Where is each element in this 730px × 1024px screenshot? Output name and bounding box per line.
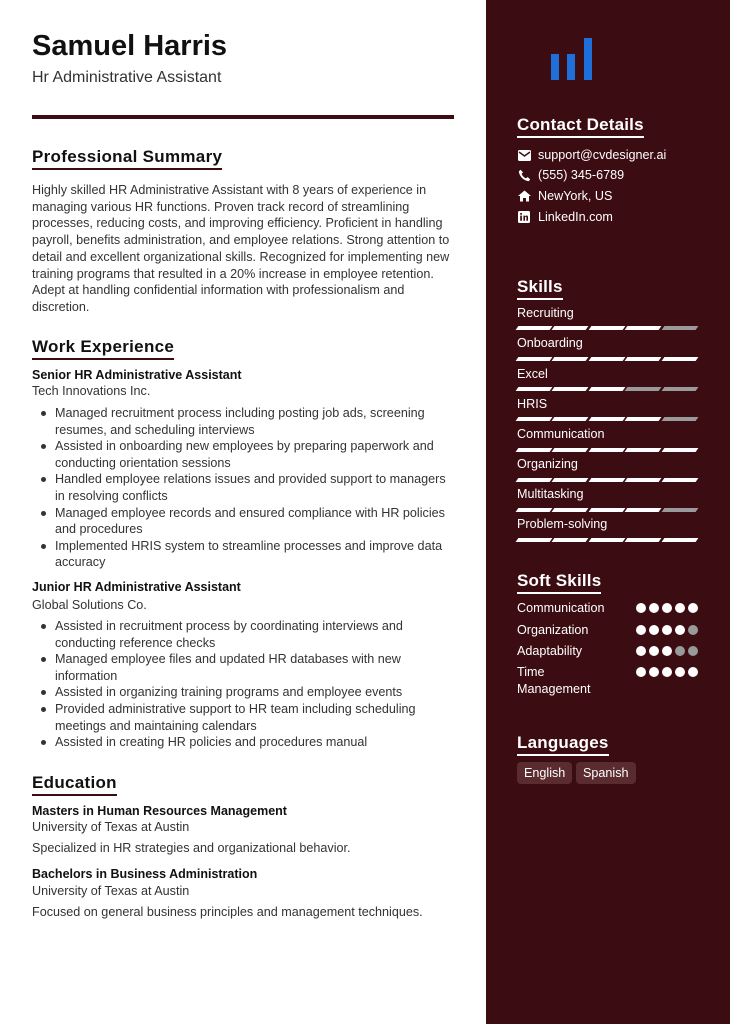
skill-bar-segment xyxy=(516,417,553,421)
skill-bar-segment xyxy=(661,417,698,421)
education-description: Focused on general business principles and management techniques. xyxy=(32,905,423,919)
skill-bar-segment xyxy=(588,417,625,421)
list-item: Managed employee records and ensured compliance with HR policies and procedures xyxy=(32,505,454,538)
skill-bar-segment xyxy=(552,538,589,542)
skill-level-bar xyxy=(517,387,697,391)
linkedin-icon xyxy=(517,210,531,224)
candidate-name: Samuel Harris xyxy=(32,30,228,62)
rating-dot xyxy=(675,667,685,677)
skill-bar-segment xyxy=(625,387,662,391)
skill-bar-segment xyxy=(625,357,662,361)
skill-bar-segment xyxy=(552,326,589,330)
rating-dot xyxy=(688,603,698,613)
list-item: Handled employee relations issues and provided support to managers in resolving conflicts xyxy=(32,471,454,504)
skill-label: HRIS xyxy=(517,397,548,411)
rating-dot xyxy=(662,603,672,613)
contact-email[interactable] xyxy=(517,148,666,162)
skill-bar-segment xyxy=(625,538,662,542)
envelope-icon xyxy=(517,148,531,162)
skill-level-bar xyxy=(517,417,697,421)
skill-label: Problem-solving xyxy=(517,517,608,531)
logo-icon xyxy=(551,38,595,80)
skill-bar-segment xyxy=(552,478,589,482)
languages-title: Languages xyxy=(517,733,609,756)
skill-bar-segment xyxy=(625,417,662,421)
skill-bar-segment xyxy=(588,448,625,452)
rating-dot xyxy=(649,646,659,656)
skill-bar-segment xyxy=(661,538,698,542)
soft-skill-label: Time Management xyxy=(517,665,591,696)
work-experience-title: Work Experience xyxy=(32,337,174,360)
phone-icon xyxy=(517,168,531,182)
job-bullets xyxy=(32,618,454,751)
rating-dot xyxy=(662,667,672,677)
skill-level-bar xyxy=(517,508,697,512)
home-icon xyxy=(517,189,531,203)
skill-bar-segment xyxy=(516,326,553,330)
rating-dot xyxy=(636,667,646,677)
skill-bar-segment xyxy=(552,448,589,452)
skill-bar-segment xyxy=(661,448,698,452)
skill-bar-segment xyxy=(552,387,589,391)
rating-dot xyxy=(662,625,672,635)
skill-level-bar xyxy=(517,538,697,542)
list-item: Assisted in creating HR policies and procedures manual xyxy=(32,734,454,751)
list-item: Assisted in recruitment process by coordinating interviews and conducting reference checks xyxy=(32,618,454,651)
skill-bar-segment xyxy=(661,326,698,330)
skill-bar-segment xyxy=(625,508,662,512)
list-item: Assisted in organizing training programs and employee events xyxy=(32,684,454,701)
skill-bar-segment xyxy=(625,448,662,452)
rating-dot xyxy=(649,603,659,613)
skill-bar-segment xyxy=(588,326,625,330)
rating-dot xyxy=(688,646,698,656)
skill-bar-segment xyxy=(588,387,625,391)
soft-skill-dots xyxy=(636,646,698,656)
contact-phone-text: (555) 345-6789 xyxy=(538,168,625,182)
contact-linkedin[interactable] xyxy=(517,210,613,224)
skill-bar-segment xyxy=(588,508,625,512)
rating-dot xyxy=(688,667,698,677)
list-item: Managed recruitment process including posting job ads, screening resumes, and scheduling interviews xyxy=(32,405,454,438)
list-item: Managed employee files and updated HR databases with new information xyxy=(32,651,454,684)
skill-bar-segment xyxy=(661,357,698,361)
skill-label: Onboarding xyxy=(517,336,583,350)
education-title: Education xyxy=(32,773,117,796)
skills-title: Skills xyxy=(517,277,563,300)
contact-phone[interactable] xyxy=(517,168,624,182)
skill-bar-segment xyxy=(516,538,553,542)
school-name: University of Texas at Austin xyxy=(32,884,190,898)
skill-level-bar xyxy=(517,357,697,361)
list-item: Assisted in onboarding new employees by preparing paperwork and conducting orientation sessions xyxy=(32,438,454,471)
list-item: Implemented HRIS system to streamline processes and improve data accuracy xyxy=(32,538,454,571)
skill-level-bar xyxy=(517,326,697,330)
rating-dot xyxy=(636,603,646,613)
degree-title: Masters in Human Resources Management xyxy=(32,804,287,818)
skill-label: Communication xyxy=(517,427,605,441)
soft-skill-label: Organization xyxy=(517,623,589,637)
job-bullets xyxy=(32,405,454,571)
skill-bar-segment xyxy=(588,478,625,482)
job-title: Junior HR Administrative Assistant xyxy=(32,580,241,594)
rating-dot xyxy=(649,667,659,677)
language-tag: Spanish xyxy=(576,762,636,784)
job-title: Senior HR Administrative Assistant xyxy=(32,368,242,382)
skill-label: Recruiting xyxy=(517,306,574,320)
soft-skill-label: Adaptability xyxy=(517,644,583,658)
summary-text: Highly skilled HR Administrative Assistant with 8 years of experience in managing various HR functions. Proven track record of streamlining processes, reducing costs, and improving efficiency. Proficient in handling payroll, benefits administration, and employee relations. Strong attention to detail and excellent organizational skills. Recognized for implementing new training programs that resulted in a 20% increase in employee retention. Adept at handling confidential information with professionalism and discretion. xyxy=(32,183,450,314)
skill-bar-segment xyxy=(552,357,589,361)
skill-bar-segment xyxy=(516,508,553,512)
degree-title: Bachelors in Business Administration xyxy=(32,867,258,881)
skill-bar-segment xyxy=(516,357,553,361)
rating-dot xyxy=(675,625,685,635)
contact-location xyxy=(517,189,612,203)
contact-linkedin-text: LinkedIn.com xyxy=(538,210,613,224)
rating-dot xyxy=(636,646,646,656)
soft-skill-label: Communication xyxy=(517,601,605,615)
skill-level-bar xyxy=(517,478,697,482)
soft-skill-dots xyxy=(636,625,698,635)
skill-bar-segment xyxy=(588,357,625,361)
soft-skill-dots xyxy=(636,667,698,677)
skill-label: Organizing xyxy=(517,457,578,471)
school-name: University of Texas at Austin xyxy=(32,820,190,834)
skill-bar-segment xyxy=(661,478,698,482)
rating-dot xyxy=(688,625,698,635)
skill-bar-segment xyxy=(516,387,553,391)
skill-bar-segment xyxy=(661,387,698,391)
summary-title: Professional Summary xyxy=(32,147,222,170)
contact-email-text: support@cvdesigner.ai xyxy=(538,148,667,162)
skill-bar-segment xyxy=(552,417,589,421)
education-description: Specialized in HR strategies and organizational behavior. xyxy=(32,841,351,855)
rating-dot xyxy=(675,603,685,613)
skill-bar-segment xyxy=(516,478,553,482)
skill-bar-segment xyxy=(625,478,662,482)
skill-level-bar xyxy=(517,448,697,452)
contact-location-text: NewYork, US xyxy=(538,189,613,203)
soft-skills-title: Soft Skills xyxy=(517,571,601,594)
candidate-role: Hr Administrative Assistant xyxy=(32,69,222,86)
skill-label: Multitasking xyxy=(517,487,584,501)
company-name: Global Solutions Co. xyxy=(32,598,147,612)
skill-bar-segment xyxy=(516,448,553,452)
header-divider xyxy=(32,115,454,119)
language-tag: English xyxy=(517,762,572,784)
contact-title: Contact Details xyxy=(517,115,644,138)
skill-bar-segment xyxy=(552,508,589,512)
company-name: Tech Innovations Inc. xyxy=(32,384,151,398)
list-item: Provided administrative support to HR team including scheduling meetings and maintaining calendars xyxy=(32,701,454,734)
rating-dot xyxy=(662,646,672,656)
skill-bar-segment xyxy=(588,538,625,542)
rating-dot xyxy=(675,646,685,656)
skill-bar-segment xyxy=(625,326,662,330)
soft-skill-dots xyxy=(636,603,698,613)
skill-bar-segment xyxy=(661,508,698,512)
rating-dot xyxy=(636,625,646,635)
rating-dot xyxy=(649,625,659,635)
skill-label: Excel xyxy=(517,367,548,381)
